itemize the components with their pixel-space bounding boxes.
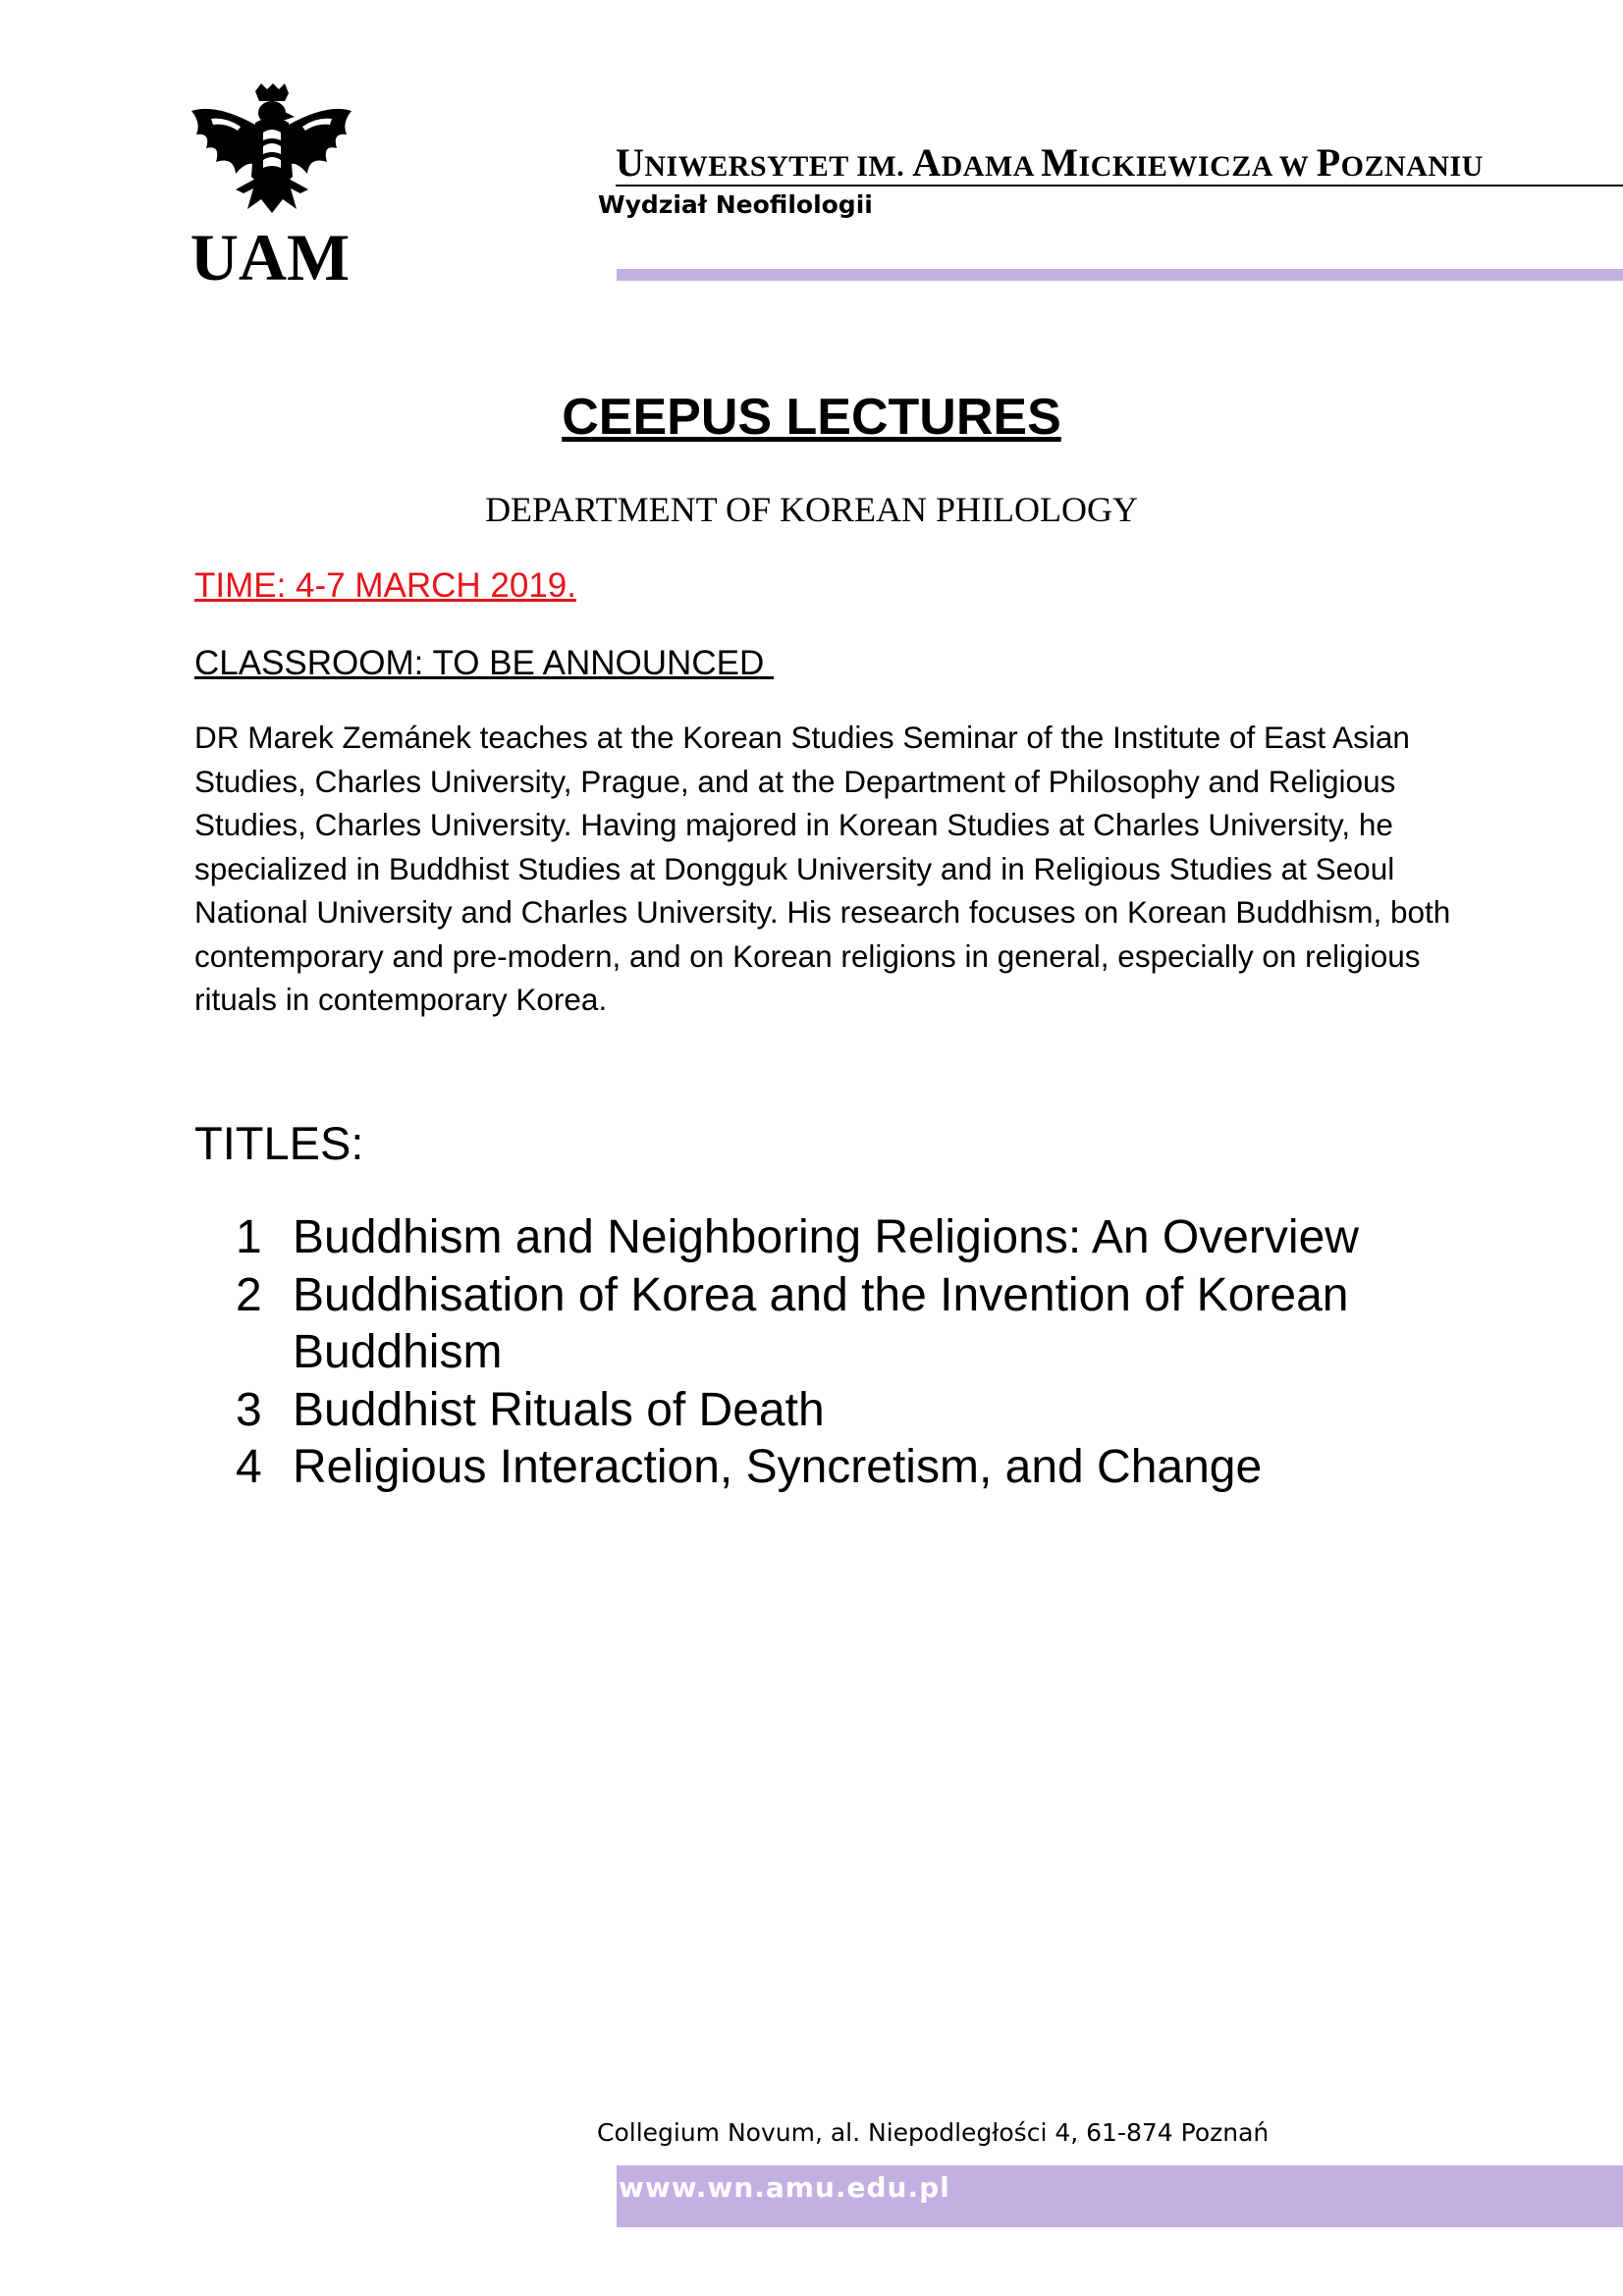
titles-heading: TITLES: [194, 1117, 364, 1169]
list-item-text: Buddhist Rituals of Death [293, 1383, 825, 1436]
speaker-bio: DR Marek Zemánek teaches at the Korean Studies Seminar of the Institute of East Asian Studies, Charles University, Prague, and at the Department of Philosophy and Religious Studies, Charles University. Having majored in Korean Studies at Charles University, he specialized in Buddhist Studies at Dongguk University and in Religious Studies at Seoul National University and Charles University. His research focuses on Korean Buddhism, both contemporary and pre-modern, and on Korean religions in general, especially on religious rituals in contemporary Korea. [194, 720, 1451, 1017]
university-name-part: M [1041, 140, 1079, 185]
header-accent-bar [617, 269, 1623, 281]
university-name-part: A [912, 140, 942, 185]
list-item-number: 2 [236, 1268, 262, 1321]
list-item [236, 1439, 1512, 1497]
lecture-time: TIME: 4-7 MARCH 2019. [194, 566, 576, 605]
list-item [236, 1267, 1512, 1382]
university-name-part: U [616, 140, 645, 185]
list-item-text: Buddhism and Neighboring Religions: An Overview [293, 1211, 1359, 1263]
footer-address: Collegium Novum, al. Niepodległości 4, 61-874 Poznań [597, 2118, 1270, 2147]
university-name-part: P [1316, 140, 1341, 185]
list-item-number: 3 [236, 1383, 262, 1436]
list-item-text: Buddhisation of Korea and the Invention of Korean Buddhism [293, 1268, 1349, 1378]
list-item [236, 1382, 1512, 1440]
university-name-part: OZNANIU [1340, 150, 1484, 183]
lecture-titles-list [236, 1209, 1512, 1497]
list-item-number: 4 [236, 1441, 262, 1493]
list-item-number: 1 [236, 1211, 262, 1263]
header-divider [616, 185, 1623, 187]
university-name-part: ICKIEWICZA W [1078, 150, 1317, 183]
department-name: DEPARTMENT OF KOREAN PHILOLOGY [485, 490, 1138, 529]
classroom-info: CLASSROOM: TO BE ANNOUNCED [194, 644, 774, 682]
university-name [616, 140, 1623, 187]
uam-eagle-logo [187, 83, 353, 285]
university-name-part: DAMA [941, 150, 1042, 183]
page-title: CEEPUS LECTURES [562, 389, 1061, 446]
footer-website-link[interactable]: www.wn.amu.edu.pl [619, 2171, 950, 2204]
logo-text: UAM [189, 220, 351, 285]
list-item-text: Religious Interaction, Syncretism, and Change [293, 1441, 1263, 1493]
university-name-part: NIWERSYTET IM. [644, 150, 913, 183]
list-item [236, 1209, 1512, 1267]
faculty-name: Wydział Neofilologii [598, 190, 873, 219]
